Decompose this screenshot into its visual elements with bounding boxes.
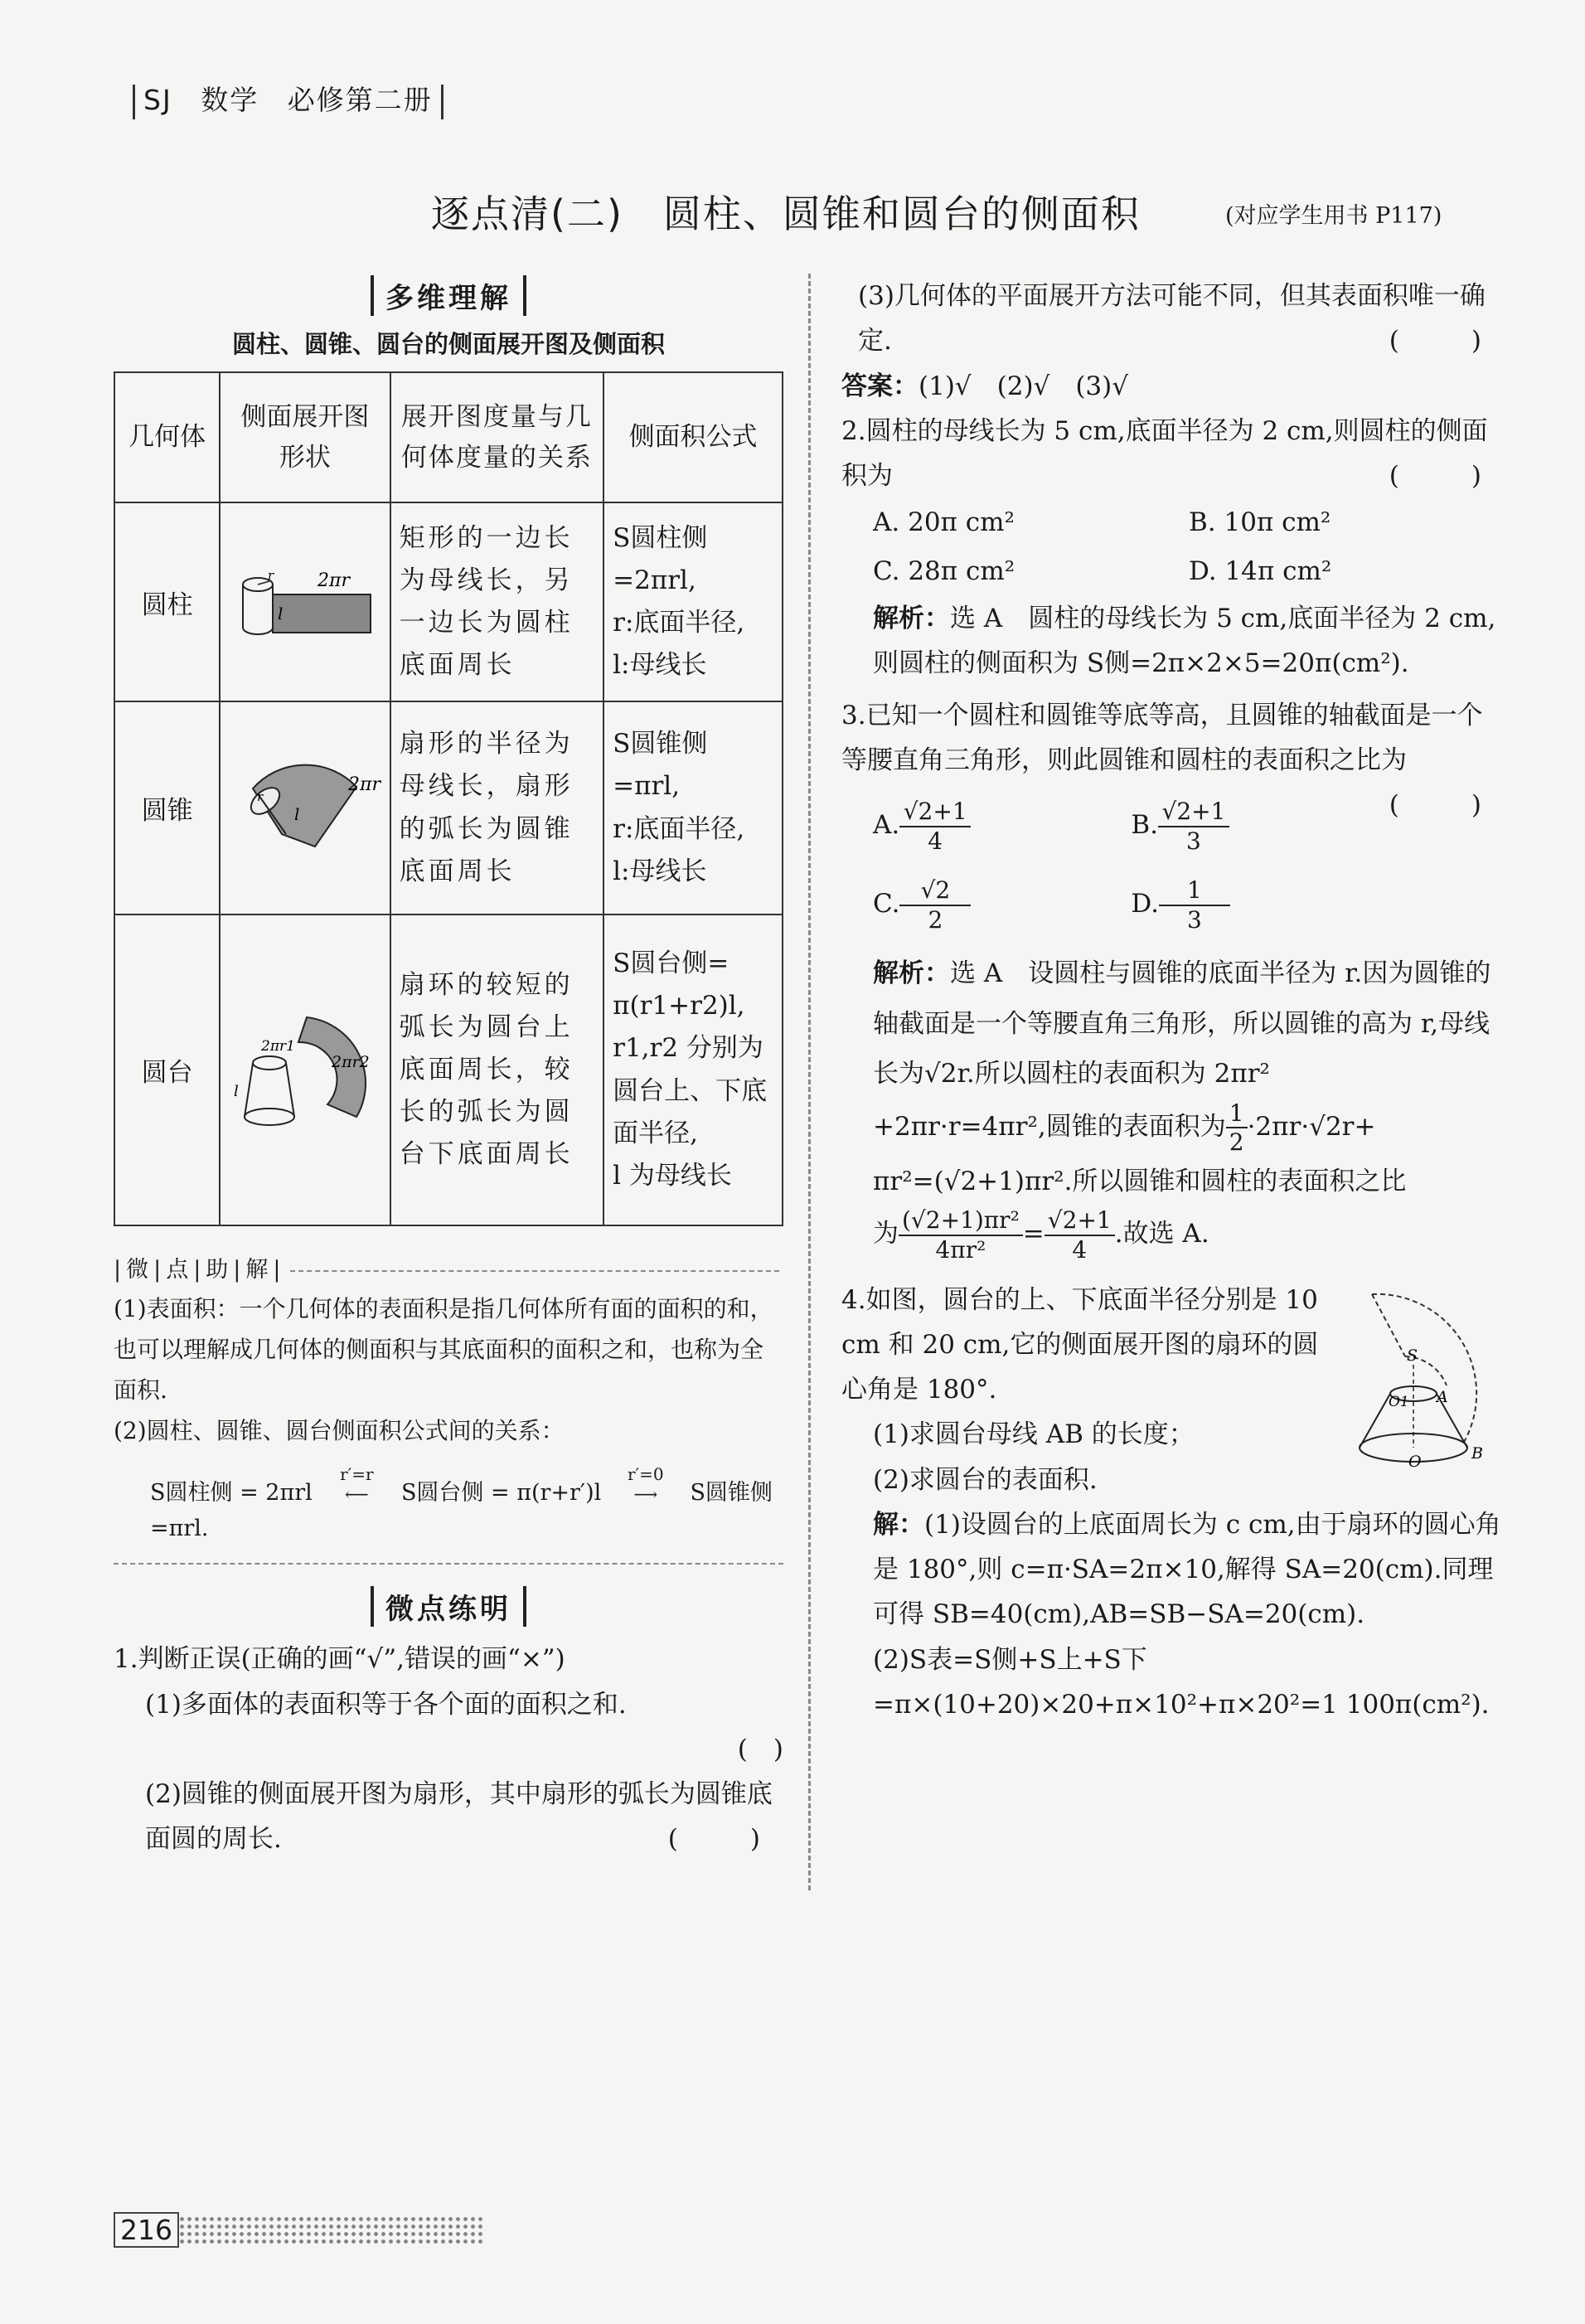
svg-text:S: S	[1407, 1346, 1418, 1365]
table-header: 展开图度量与几何体度量的关系	[390, 372, 604, 502]
svg-text:2πr2: 2πr2	[332, 1052, 371, 1071]
table-caption: 圆柱、圆锥、圆台的侧面展开图及侧面积	[231, 330, 665, 358]
table-header-row	[114, 372, 783, 502]
question-3	[841, 693, 1505, 821]
formula-line: =2πrl,	[613, 565, 696, 595]
relation-text: 扇环的较短的弧长为圆台上底面周长，较长的弧长为圆台下底面周长	[390, 915, 604, 1225]
note-item: (2)圆柱、圆锥、圆台侧面积公式间的关系：	[114, 1417, 565, 1444]
answer-line: 答案：(1)√ (2)√ (3)√	[841, 371, 1128, 401]
formula-part: S圆柱侧 = 2πrl	[150, 1480, 313, 1506]
svg-text:l: l	[234, 1082, 240, 1100]
formula-line: l:母线长	[613, 856, 707, 886]
formula-line: r:底面半径,	[613, 608, 745, 638]
question-item: (1)多面体的表面积等于各个面的面积之和.	[145, 1689, 627, 1720]
page-number: 216	[114, 2212, 179, 2248]
option: A. 20π cm²	[873, 507, 1015, 538]
header-series: SJ	[143, 84, 172, 116]
option: C. 28π cm²	[873, 556, 1015, 587]
cone-net-figure	[220, 701, 390, 915]
question-item: (1)求圆台母线 AB 的长度；	[873, 1419, 1195, 1450]
section-heading: 多维理解	[114, 275, 783, 316]
svg-text:r: r	[257, 788, 264, 804]
formula-cell	[603, 915, 783, 1225]
formula-cell	[603, 701, 783, 915]
left-column	[114, 274, 783, 1862]
svg-text:2πr1: 2πr1	[261, 1037, 296, 1055]
table-header: 几何体	[114, 372, 220, 502]
note-item: (1)表面积：一个几何体的表面积是指几何体所有面的面积的和，也可以理解成几何体的侧面积与其底面积的面积之和，也称为全面积.	[114, 1295, 773, 1404]
solid-name: 圆台	[114, 915, 220, 1225]
relation-text: 矩形的一边长为母线长，另一边长为圆柱底面周长	[390, 502, 604, 701]
solid-name: 圆锥	[114, 701, 220, 915]
question-item: (2)圆锥的侧面展开图为扇形，其中扇形的弧长为圆锥底面圆的周长. ( )	[145, 1779, 783, 1855]
question-stem: 1.判断正误(正确的画“√”,错误的画“×”)	[114, 1644, 565, 1675]
formula-part: S圆锥侧	[690, 1480, 773, 1506]
cylinder-net-figure	[220, 502, 390, 701]
svg-text:2πr: 2πr	[317, 570, 350, 591]
running-header	[124, 79, 452, 119]
svg-text:r: r	[267, 568, 274, 583]
page-title: 逐点清(二) 圆柱、圆锥和圆台的侧面积	[431, 192, 1141, 236]
table-header: 侧面展开图形状	[220, 372, 390, 502]
formula-line: S圆锥侧=πrl,	[613, 729, 708, 802]
question-4	[841, 1278, 1505, 1728]
question-stem: 2.圆柱的母线长为 5 cm,底面半径为 2 cm,则圆柱的侧面积为 ( )	[841, 415, 1505, 491]
formula-line: l 为母线长	[613, 1160, 732, 1191]
option: D. 14π cm²	[1189, 556, 1332, 587]
table-row	[114, 502, 783, 701]
right-column	[841, 274, 1505, 1727]
table-header: 侧面积公式	[603, 372, 783, 502]
relation-text: 扇形的半径为母线长，扇形的弧长为圆锥底面周长	[390, 701, 604, 915]
answer-paren: ( )	[737, 1734, 783, 1764]
question-2	[841, 409, 1505, 499]
formula-cell	[603, 502, 783, 701]
frustum-figure	[1355, 1278, 1513, 1471]
svg-text:O1: O1	[1389, 1393, 1409, 1410]
table-row	[114, 915, 783, 1225]
svg-text:2πr: 2πr	[348, 774, 381, 795]
section-divider	[114, 1563, 783, 1565]
options	[841, 798, 1389, 934]
formula-line: S圆台侧=	[613, 949, 729, 979]
svg-text:l: l	[294, 803, 300, 824]
analysis: 解析：选 A 设圆柱与圆锥的底面半径为 r.因为圆锥的轴截面是一个等腰直角三角形，所以圆锥的高为 r,母线长为√2r.所以圆柱的表面积为 2πr² +2πr·r=4πr²,圆锥的表面积为 $\frac{1}{2}$ ·2πr·√2r+ πr²=(√2+1)πr².所以圆锥和圆柱的表面积之比 为 $\frac{\text{(√2+1)πr²}}{\text{4πr²}}$ = $\frac{√2+1}{4}$ .故选 A.	[873, 958, 1491, 1264]
svg-text:O: O	[1408, 1452, 1422, 1471]
table-row	[114, 701, 783, 915]
header-book: 必修第二册	[287, 84, 433, 116]
solution: 解：(1)设圆台的上底面周长为 c cm,由于扇环的圆心角是 180°,则 c=π·SA=2π×10,解得 SA=20(cm).同理可得 SB=40(cm),AB=SB−SA=20(cm). (2)S表=S侧+S上+S下=π×(10+20)×20+π×10²+π×20²=1 100π(cm²).	[873, 1509, 1501, 1720]
svg-text:B: B	[1471, 1443, 1483, 1463]
formula-line: 圆台上、下底	[613, 1075, 768, 1106]
svg-text:A: A	[1437, 1387, 1448, 1406]
option: B. $\frac{√2+1}{3}$	[1131, 798, 1389, 855]
header-bar	[133, 85, 135, 119]
formula-line: S圆柱侧	[613, 522, 708, 553]
page-number-dots	[178, 2215, 485, 2244]
question-1	[114, 1637, 783, 1861]
formula-part: =πrl.	[150, 1516, 209, 1542]
solid-name: 圆柱	[114, 502, 220, 701]
formula-line: r:底面半径,	[613, 813, 745, 844]
frustum-net-figure	[220, 915, 390, 1225]
arrow-right: r′=0 ⟶	[628, 1464, 664, 1504]
option: A. $\frac{√2+1}{4}$	[873, 798, 1131, 855]
svg-text:l: l	[277, 604, 284, 623]
question-item: (2)求圆台的表面积.	[873, 1464, 1098, 1495]
options	[841, 498, 1505, 596]
question-stem: 4.如图，圆台的上、下底面半径分别是 10 cm 和 20 cm,它的侧面展开图的扇环的圆心角是 180°.	[841, 1284, 1319, 1405]
column-divider	[808, 274, 811, 1890]
formula-line: r1,r2 分别为	[613, 1033, 763, 1064]
question-item: (3)几何体的平面展开方法可能不同，但其表面积唯一确定. ( )	[858, 281, 1505, 357]
question-1-continued	[841, 274, 1505, 409]
section-heading: 微点练明	[114, 1586, 783, 1627]
header-bar	[441, 85, 444, 119]
analysis: 解析：选 A 圆柱的母线长为 5 cm,底面半径为 2 cm,则圆柱的侧面积为 S侧=2π×2×5=20π(cm²).	[873, 604, 1496, 679]
question-stem: 3.已知一个圆柱和圆锥等底等高，且圆锥的轴截面是一个等腰直角三角形，则此圆锥和圆柱的表面积之比为 ( )	[841, 700, 1505, 821]
notes	[114, 1288, 783, 1451]
option: D. $\frac{1}{3}$	[1131, 876, 1389, 934]
page-title-ref: (对应学生用书 P117)	[1225, 203, 1442, 229]
formula-part: S圆台侧 = π(r+r′)l	[400, 1480, 602, 1506]
formula-line: π(r1+r2)l,	[613, 991, 745, 1021]
header-subject: 数学	[201, 84, 259, 116]
formula-line: 面半径,	[613, 1118, 698, 1148]
option: C. $\frac{√2}{2}$	[873, 876, 1131, 934]
lateral-area-table	[114, 371, 783, 1226]
formula-line: l:母线长	[613, 650, 707, 681]
formula-chain	[150, 1466, 783, 1546]
note-heading: |微|点|助|解|	[114, 1251, 783, 1283]
option: B. 10π cm²	[1189, 507, 1331, 538]
arrow-left: r′=r ⟵	[340, 1464, 374, 1504]
